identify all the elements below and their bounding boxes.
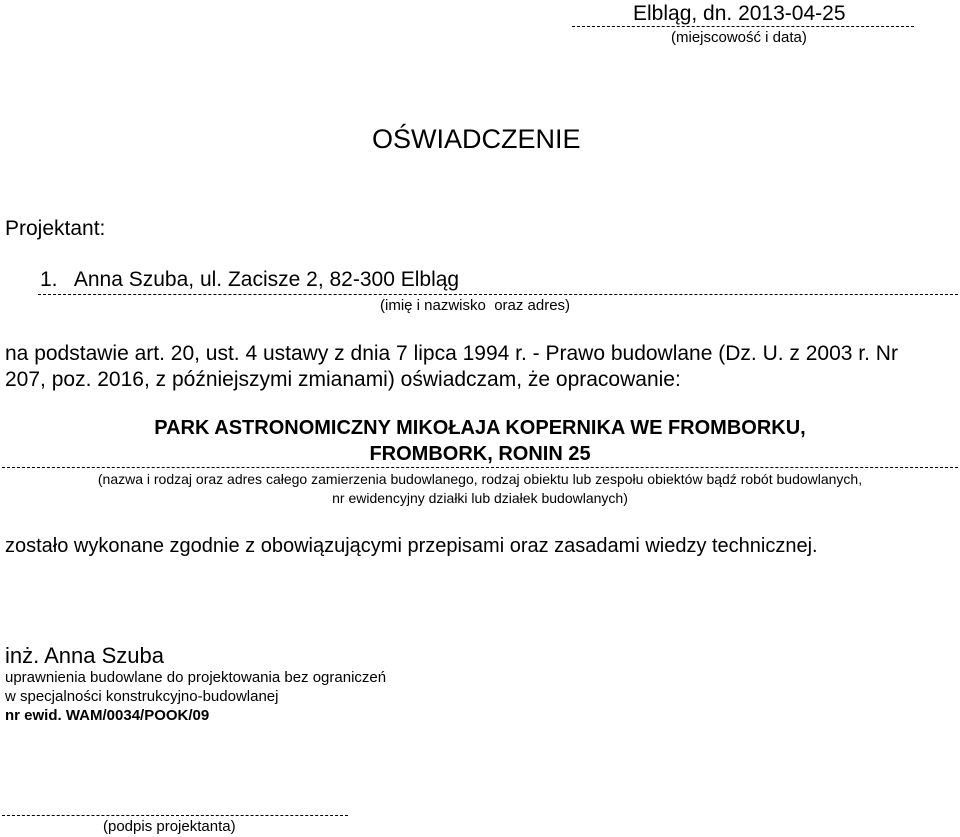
place-date-caption: (miejscowość i data) <box>671 29 807 46</box>
project-name-line-1: PARK ASTRONOMICZNY MIKOŁAJA KOPERNIKA WE FROMBORKU, <box>154 417 806 439</box>
signature-dotted-line <box>2 815 348 816</box>
license-line-2: w specjalności konstrukcyjno-budowlanej <box>5 688 279 705</box>
designer-label: Projektant: <box>5 217 106 240</box>
project-name-line-2: FROMBORK, RONIN 25 <box>369 443 591 465</box>
legal-basis-line-1: na podstawie art. 20, ust. 4 ustawy z dnia 7 lipca 1994 r. - Prawo budowlane (Dz. U. z 2003 r. Nr <box>5 342 898 365</box>
project-caption-line-2: nr ewidencyjny działki lub działek budowlanych) <box>332 490 628 506</box>
place-date-dotted-line <box>572 26 914 27</box>
designer-entry: 1. Anna Szuba, ul. Zacisze 2, 82-300 Elbląg <box>40 268 460 291</box>
project-caption-line-1: (nazwa i rodzaj oraz adres całego zamierzenia budowlanego, rodzaj obiektu lub zespołu obiektów bądź robót budowlanych, <box>97 471 863 487</box>
signatory-name: inż. Anna Szuba <box>5 643 165 668</box>
place-date: Elbląg, dn. 2013-04-25 <box>633 2 846 25</box>
license-line-1: uprawnienia budowlane do projektowania bez ograniczeń <box>5 669 387 686</box>
project-dotted-line <box>2 467 958 468</box>
signature-caption: (podpis projektanta) <box>103 818 236 835</box>
legal-basis-line-2: 207, poz. 2016, z późniejszymi zmianami) oświadczam, że opracowanie: <box>5 368 681 391</box>
designer-caption: (imię i nazwisko oraz adres) <box>380 297 571 314</box>
designer-dotted-line <box>38 294 958 295</box>
compliance-statement: zostało wykonane zgodnie z obowiązującymi przepisami oraz zasadami wiedzy technicznej. <box>5 535 818 557</box>
document-title: OŚWIADCZENIE <box>372 124 581 154</box>
registration-number: nr ewid. WAM/0034/POOK/09 <box>5 707 210 724</box>
